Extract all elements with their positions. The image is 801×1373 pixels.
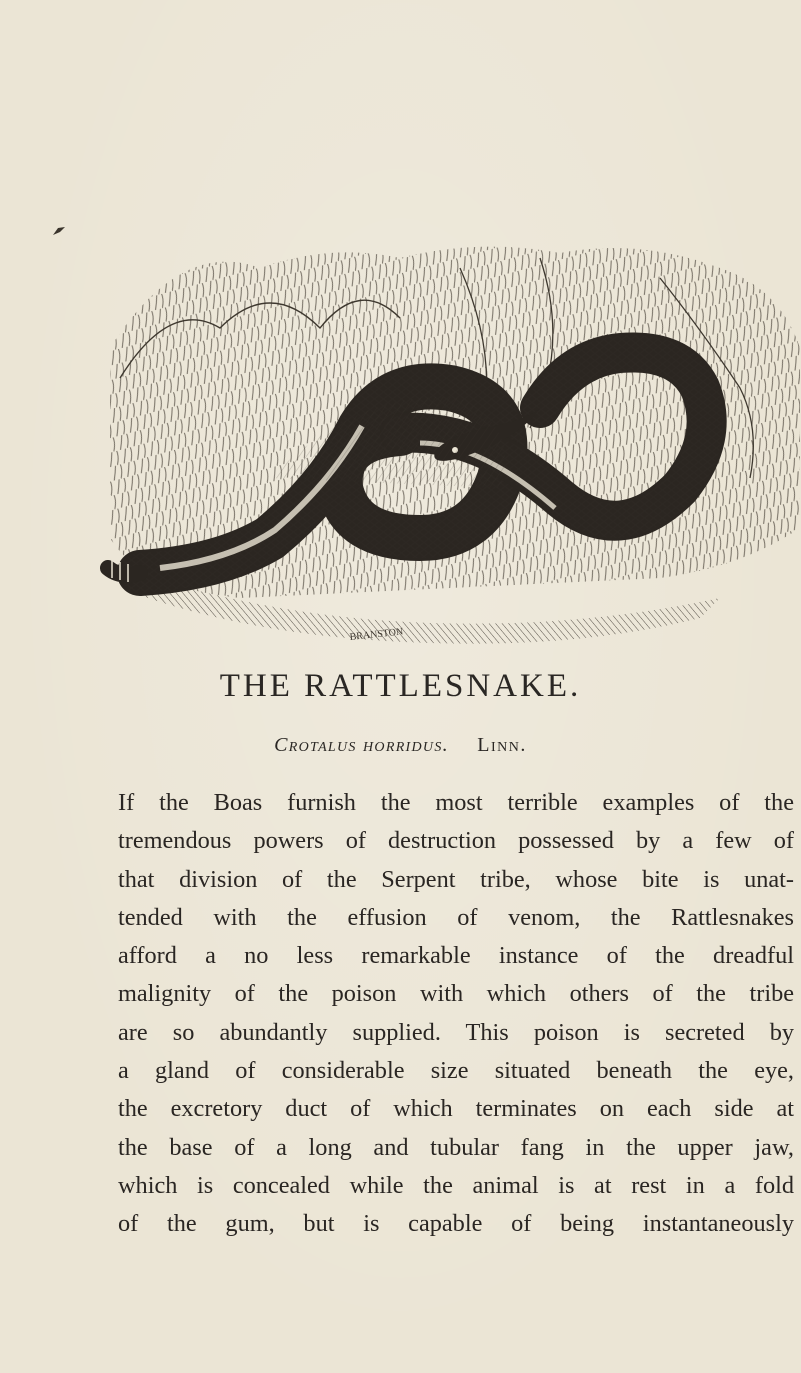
body-line: tended with the effusion of venom, the Rattlesnakes: [118, 903, 794, 931]
species-binomial: Crotalus horridus.: [274, 734, 449, 756]
body-line: that division of the Serpent tribe, whose bite is unat-: [118, 865, 794, 893]
body-line: afford a no less remarkable instance of the dreadful: [118, 942, 794, 970]
body-line: the excretory duct of which terminates on each side at: [118, 1095, 794, 1123]
body-line: which is concealed while the animal is at rest in a fold: [118, 1171, 794, 1199]
body-line: of the gum, but is capable of being instantaneously: [118, 1210, 794, 1238]
body-line: malignity of the poison with which others of the tribe: [118, 980, 794, 1008]
body-line: a gland of considerable size situated beneath the eye,: [118, 1057, 794, 1085]
body-line: the base of a long and tubular fang in the upper jaw,: [118, 1133, 794, 1161]
margin-mark: [52, 226, 66, 236]
species-authority: Linn.: [477, 734, 527, 756]
engraver-signature: BRANSTON: [349, 626, 404, 643]
body-line: are so abundantly supplied. This poison is secreted by: [118, 1018, 794, 1046]
rattlesnake-engraving: [100, 238, 800, 658]
article-body: [118, 784, 794, 1244]
body-line: If the Boas furnish the most terrible examples of the: [118, 789, 794, 816]
species-name: [0, 734, 801, 757]
page-title: THE RATTLESNAKE.: [219, 668, 582, 704]
body-line: tremendous powers of destruction possessed by a few of: [118, 827, 794, 855]
